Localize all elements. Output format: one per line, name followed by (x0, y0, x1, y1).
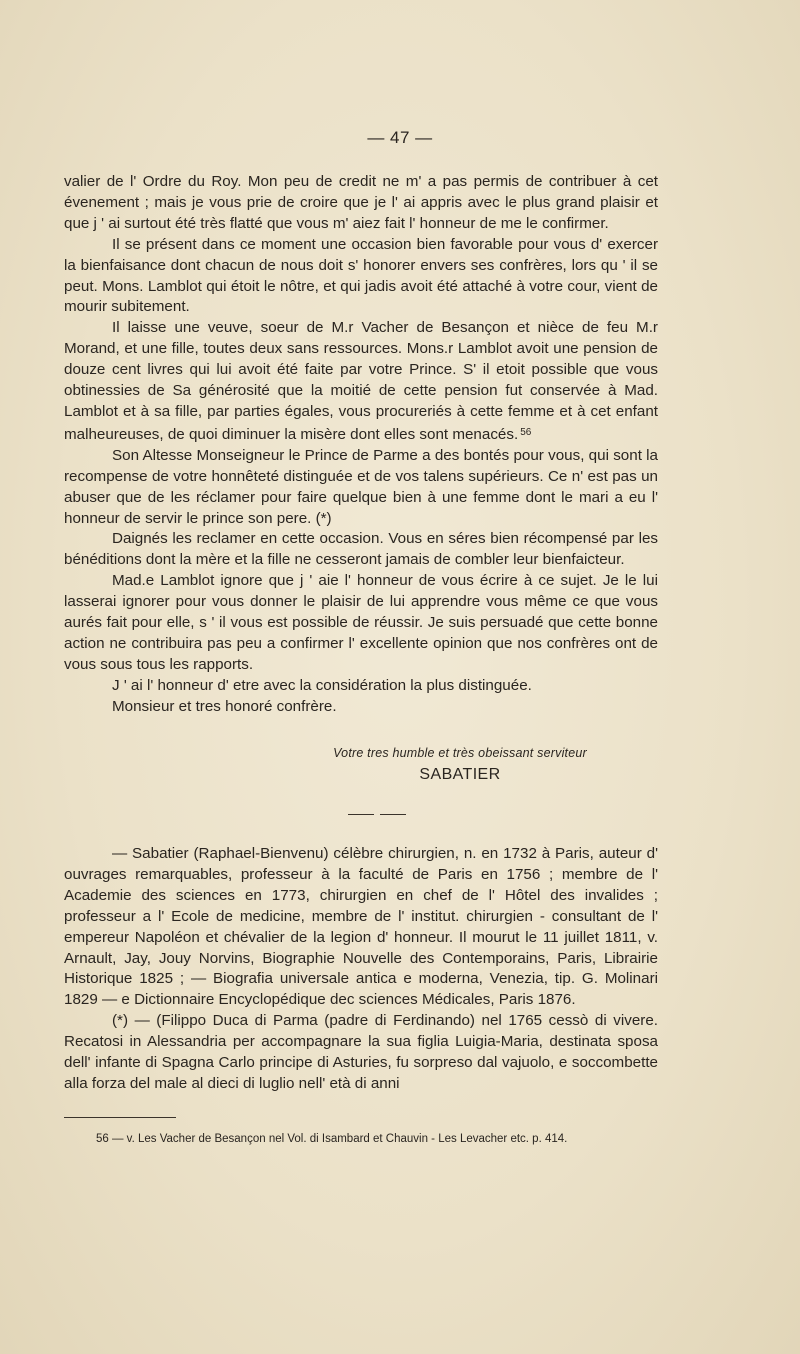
section-divider (380, 814, 406, 815)
footnote: 56 — v. Les Vacher de Besançon nel Vol. di Isambard et Chauvin - Les Levacher etc. p. 414. (96, 1133, 568, 1145)
letter-closing (280, 746, 640, 784)
letter-body (64, 172, 658, 718)
section-divider (348, 814, 374, 815)
editorial-notes (64, 844, 658, 1095)
letter-paragraph-text: Il laisse une veuve, soeur de M.r Vacher de Besançon et nièce de feu M.r Morand, et une fille, toutes deux sans ressources. Mons.r Lamblot avoit une pension de douze cent livres qui lui avoit été faite par votre Prince. S' il etoit possible que vous obtinessies de Sa générosité que la moitié de cette pension fut conservée à Mad. Lamblot et à sa fille, par parties égales, vous procureriés à cette femme et à cet enfant malheureuses, de quoi diminuer la misère dont elles sont menacés. (64, 319, 658, 443)
note-paragraph: — Sabatier (Raphael-Bienvenu) célèbre chirurgien, n. en 1732 à Paris, auteur d' ouvrages remarquables, professeur à la faculté de Paris en 1756 ; membre de l' Academie des sciences en 1773, chirurgien en chef de l' Hôtel des invalides ; professeur a l' Ecole de medicine, membre de l' institut. chirurgien - consultant de l' empereur Napoléon et chévalier de la legion d' honneur. Il mourut le 11 juillet 1811, v. Arnault, Jay, Jouy Norvins, Biographie Nouvelle des Contemporains, Paris, Librairie Historique 1825 ; — Biografia universale antica e moderna, Venezia, tip. G. Molinari 1829 — e Dictionnaire Encyclopédique dec sciences Médicales, Paris 1876. (64, 845, 658, 1009)
letter-paragraph: Mad.e Lamblot ignore que j ' aie l' honneur de vous écrire à ce sujet. Je le lui lasserai ignorer pour vous donner le plaisir de lui apprendre vous même ce que vous aurés fait pour elle, s ' il vous est possible de réussir. Je suis persuadé que cette bonne action ne contribuira pas peu a confirmer l' excellente opinion que nos confrères ont de vous sous tous les rapports. (64, 572, 658, 673)
footnote-rule (64, 1117, 176, 1118)
letter-paragraph: Daignés les reclamer en cette occasion. Vous en séres bien récompensé par les bénéditions dont la mère et la fille ne cesseront jamais de combler leur bienfaicteur. (64, 530, 658, 569)
page-number: — 47 — (367, 128, 433, 147)
signature: SABATIER (419, 766, 501, 783)
letter-paragraph: J ' ai l' honneur d' etre avec la considération la plus distinguée. (112, 676, 532, 694)
letter-paragraph: Son Altesse Monseigneur le Prince de Parme a des bontés pour vous, qui sont la recompense de votre honnêteté distinguée et de vos talens supérieurs. Ce n' est pas un abuser que de les réclamer pour faire quelque bien à une femme dont le mari a eu l' honneur de servir le prince son pere. (*) (64, 446, 658, 527)
letter-paragraph (64, 318, 658, 445)
note-paragraph: (*) — (Filippo Duca di Parma (padre di Ferdinando) nel 1765 cessò di vivere. Recatosi in Alessandria per accompagnare la sua figlia Luigia-Maria, destinata sposa dell' infante di Spagna Carlo principe di Asturies, fu sorpreso dal vajuolo, e soccombette alla forza del male al dieci di luglio nell' età di anni (64, 1012, 658, 1092)
letter-paragraph: valier de l' Ordre du Roy. Mon peu de credit ne m' a pas permis de contribuer à cet évenement ; mais je vous prie de croire que je l' ai appris avec le plus grand plaisir et que j ' ai surtout été très flatté que vous m' aiez fait l' honneur de me le confirmer. (64, 173, 658, 232)
closing-salutation: Votre tres humble et très obeissant serviteur (333, 746, 587, 760)
footnote-reference: 56 (520, 426, 532, 438)
letter-paragraph: Il se présent dans ce moment une occasion bien favorable pour vous d' exercer la bienfaisance dont chacun de nous doit s' honorer envers ses confrères, lors qu ' il se peut. Mons. Lamblot qui étoit le nôtre, et qui jadis avoit été attaché à votre cour, vient de mourir subitement. (64, 235, 658, 316)
letter-paragraph: Monsieur et tres honoré confrère. (112, 697, 337, 715)
